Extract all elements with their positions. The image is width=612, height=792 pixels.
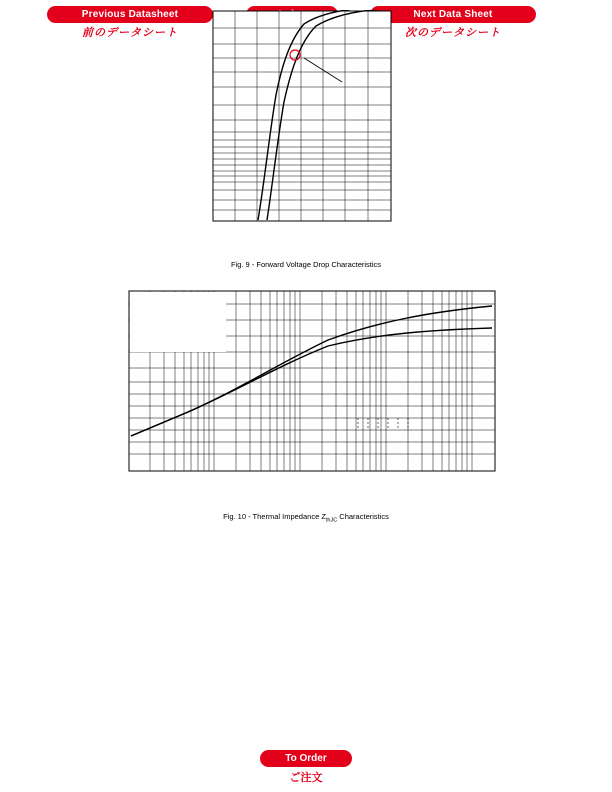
figure-10-caption-subscript: thJC	[325, 517, 338, 524]
previous-datasheet-label-jp[interactable]: 前のデータシート	[82, 26, 178, 39]
legend-blank-area	[130, 292, 226, 352]
forward-voltage-drop-plot	[212, 10, 392, 222]
thermal-impedance-plot	[128, 290, 496, 472]
to-order-label-jp[interactable]: ご注文	[289, 771, 323, 784]
figure-9-caption	[0, 260, 612, 269]
figure-forward-voltage-drop	[212, 10, 392, 222]
figure-thermal-impedance	[128, 290, 496, 472]
figure-10-caption-suffix: Characteristics	[337, 512, 389, 521]
figure-9-caption-text: Fig. 9 - Forward Voltage Drop Characteristics	[230, 260, 382, 269]
figure-10-caption	[0, 512, 612, 524]
next-datasheet-button[interactable]: Next Data Sheet	[378, 6, 528, 23]
figure-10-caption-prefix: Fig. 10 - Thermal Impedance Z	[223, 512, 326, 521]
next-datasheet-label-jp[interactable]: 次のデータシート	[405, 26, 501, 39]
previous-datasheet-button[interactable]: Previous Datasheet	[55, 6, 205, 23]
to-order-button[interactable]: To Order	[268, 750, 344, 767]
